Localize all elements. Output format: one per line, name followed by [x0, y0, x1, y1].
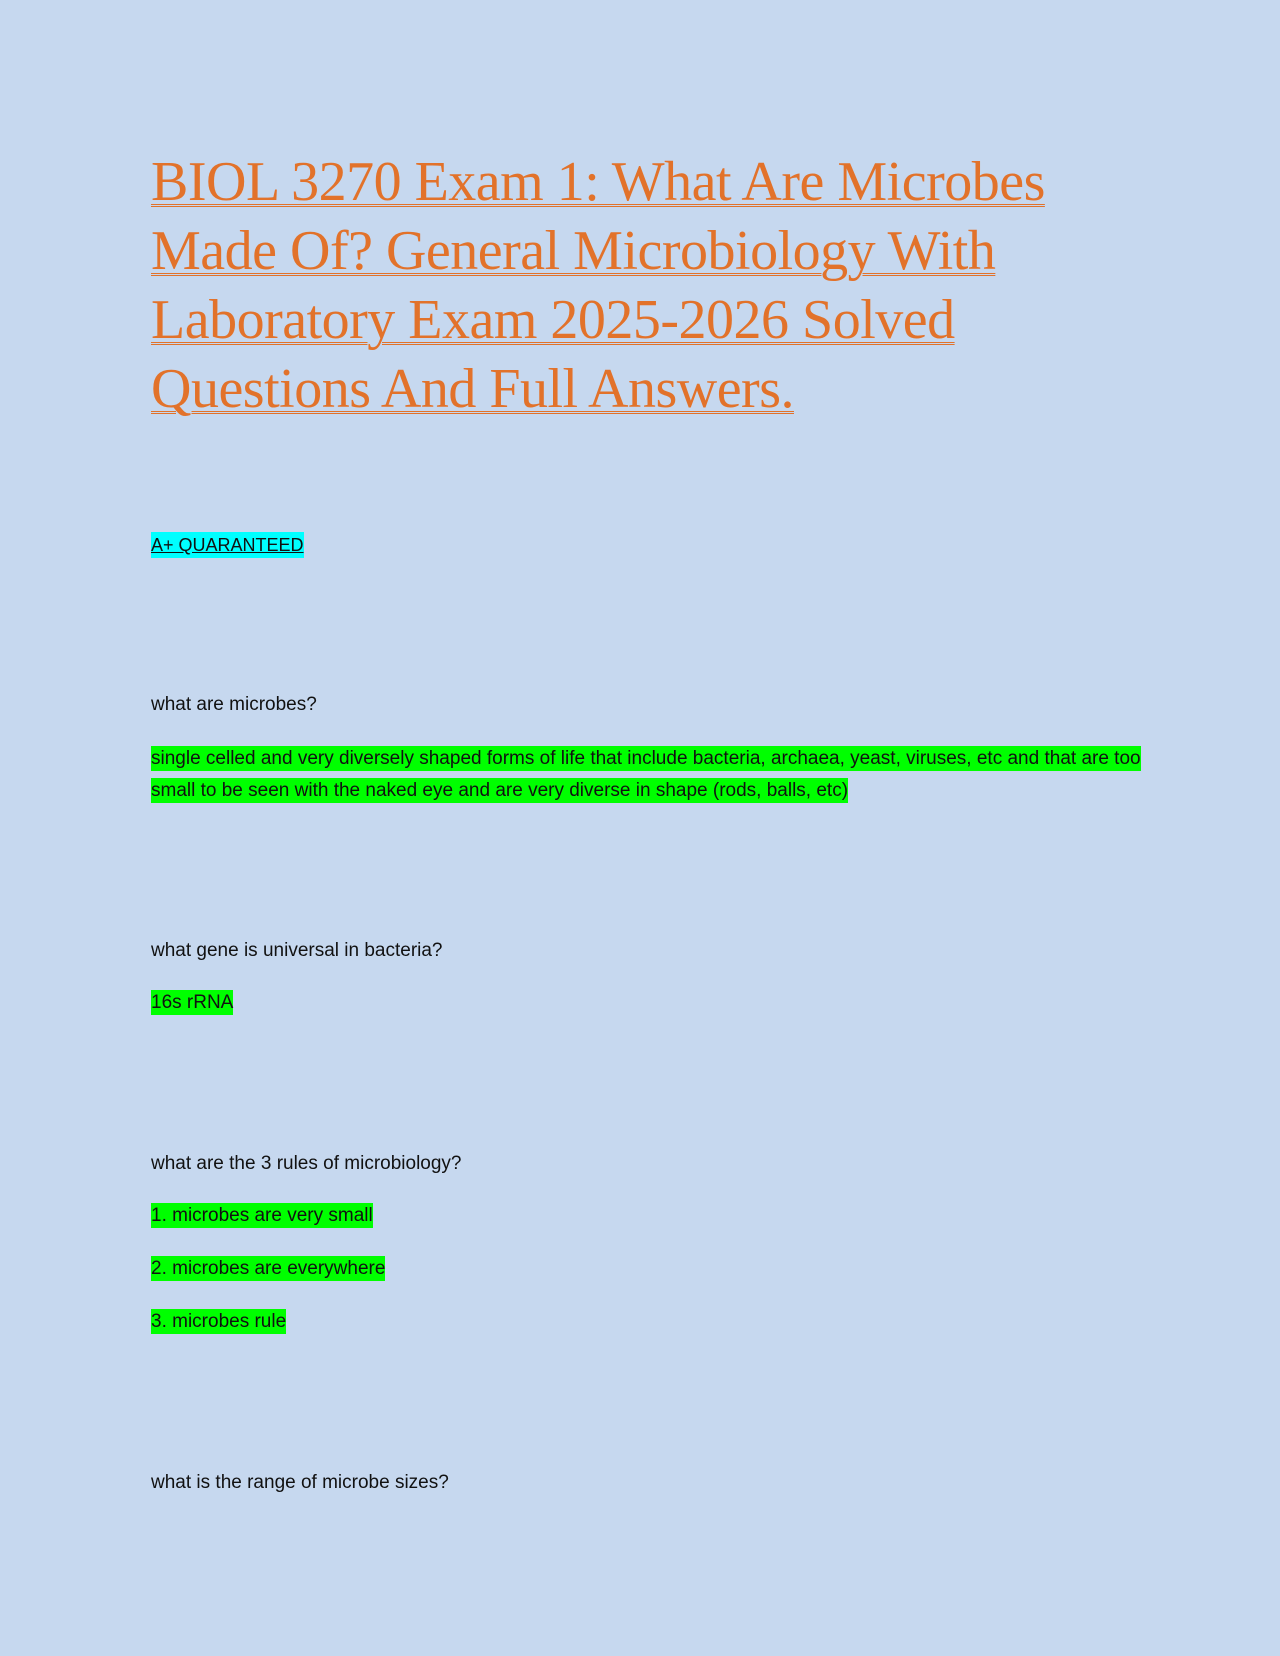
- answer-3-item-1-highlight: 1. microbes are very small: [151, 1205, 373, 1226]
- document-page: [151, 0, 1141, 1656]
- question-4: what is the range of microbe sizes?: [151, 1472, 449, 1493]
- answer-2: [151, 987, 233, 1019]
- grade-guarantee-badge: A+ QUARANTEED: [151, 532, 304, 558]
- document-title: BIOL 3270 Exam 1: What Are Microbes Made Of? General Microbiology With Laboratory Exam 2025-2026 Solved Questions And Full Answers.: [151, 151, 1045, 420]
- answer-3-item-2-highlight: 2. microbes are everywhere: [151, 1258, 386, 1279]
- answer-3-item-2: [151, 1253, 385, 1285]
- question-2: what gene is universal in bacteria?: [151, 940, 443, 961]
- answer-2-highlight: 16s rRNA: [151, 992, 234, 1013]
- answer-3-item-3-highlight: 3. microbes rule: [151, 1311, 287, 1332]
- answer-3-item-1: [151, 1200, 373, 1232]
- question-1: what are microbes?: [151, 694, 317, 715]
- answer-1-highlight: single celled and very diversely shaped forms of life that include bacteria, archaea, yeast, viruses, etc and that are too small to be seen with the naked eye and are very diverse in shape (rods, balls, etc): [151, 748, 1141, 801]
- question-3: what are the 3 rules of microbiology?: [151, 1153, 462, 1174]
- answer-1: [151, 743, 1141, 807]
- answer-3-item-3: [151, 1306, 286, 1338]
